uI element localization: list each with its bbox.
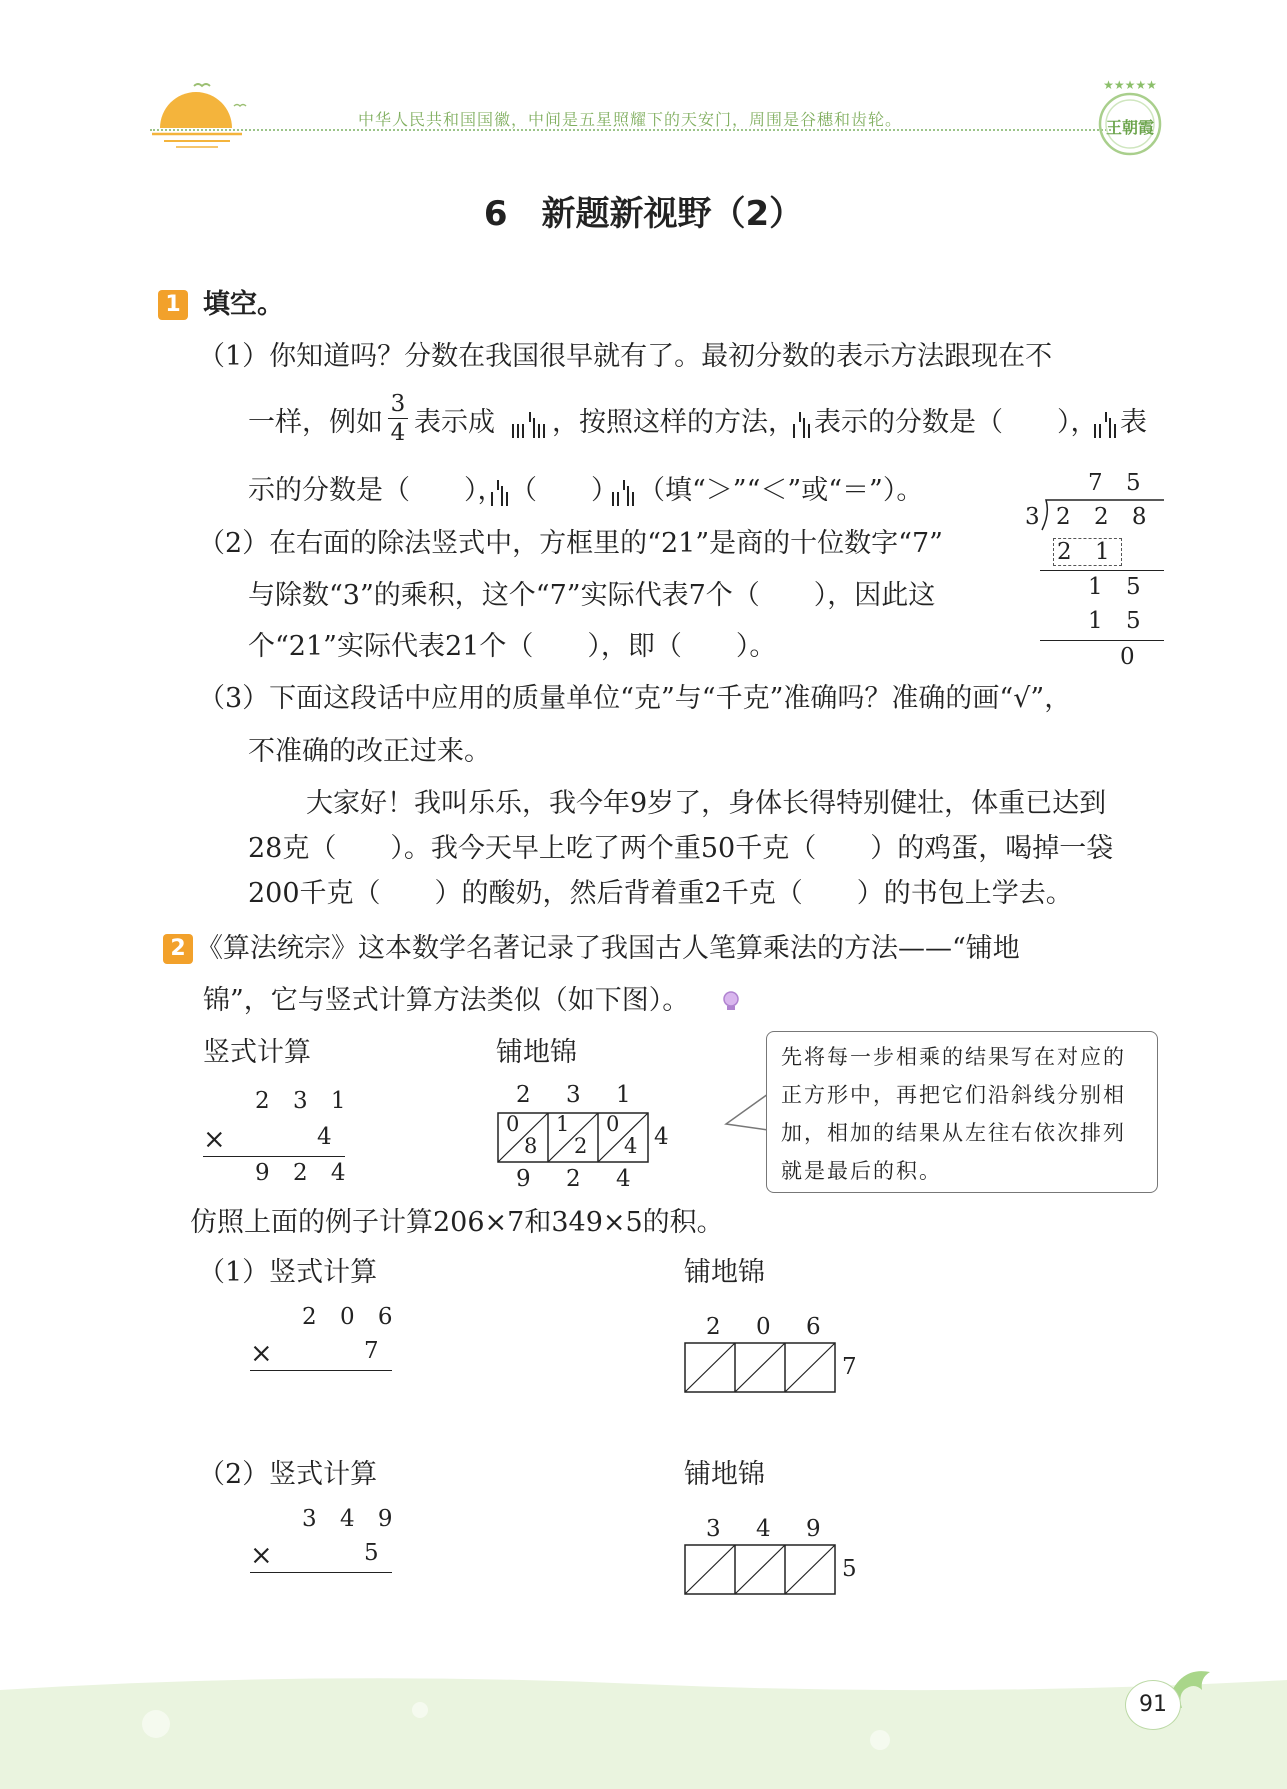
part1-multiplier: 7 [364,1338,379,1364]
grid-cell-tens: 0 [606,1112,620,1136]
grid-top-digit: 9 [806,1516,821,1542]
q1-p1-line3-c: （填“＞”“＜”或“＝”）。 [638,475,924,506]
grid-bottom-digit: 9 [516,1166,531,1192]
footer-grass-band [0,1670,1287,1789]
grid-cell-tens: 0 [506,1112,520,1136]
part1-vertical-calc [250,1304,400,1384]
part1-calc-line [250,1370,392,1371]
q1-heading: 填空。 [203,289,284,320]
grid-side-digit: 7 [842,1354,857,1380]
page-number: 91 [1125,1680,1181,1730]
question-badge-1: 1 [158,290,188,320]
part2-calc-line [250,1572,392,1573]
example-grid-multiplication [494,1082,694,1194]
part1-grid-label: 铺地锦 [684,1257,765,1288]
q1-p1-line1: （1）你知道吗？分数在我国很早就有了。最初分数的表示方法跟现在不 [198,341,1053,372]
fraction-denominator: 4 [390,420,406,446]
q1-p1-line2-c: ，按照这样的方法， [552,407,795,438]
part2-times-sign: × [250,1540,273,1571]
fraction-numerator: 3 [390,391,406,417]
q2-line2: 锦”，它与竖式计算方法类似（如下图）。 [203,985,690,1016]
grid-top-digit: 1 [616,1082,631,1108]
part2-grid-label: 铺地锦 [684,1459,765,1490]
rod-numeral-3-over-4-icon [510,408,550,440]
division-dividend: 2 2 8 [1056,504,1155,530]
grid-top-digit: 0 [756,1314,771,1340]
q1-p1-line2 [248,388,1168,468]
grid-top-digit: 6 [806,1314,821,1340]
q2-line1: 《算法统宗》这本数学名著记录了我国古人笔算乘法的方法——“铺地 [196,933,1020,964]
division-partial-product-boxed: 2 1 [1053,538,1122,566]
part2-grid-multiplication [684,1516,884,1596]
part1-multiplicand: 2 0 6 [302,1304,401,1330]
header-tagline: 中华人民共和国国徽，中间是五星照耀下的天安门，周围是谷穗和齿轮。 [358,110,903,129]
q1-p2-line3: 个“21”实际代表21个（ ），即（ ）。 [248,631,777,662]
example-grid-label: 铺地锦 [496,1037,577,1068]
division-divisor: 3 [1025,504,1040,530]
q1-p1-line2-e: 表 [1120,407,1147,438]
q1-p1-line3-b: （ ） [510,475,618,506]
rod-numeral-2-over-3-icon [1092,408,1118,440]
example-calc-line [203,1156,345,1157]
grid-cell-ones: 2 [574,1134,588,1158]
grid-cell-tens: 1 [556,1112,570,1136]
q1-story-line1: 大家好！我叫乐乐，我今年9岁了，身体长得特别健壮，体重已达到 [306,788,1107,819]
example-multiplier: 4 [317,1124,332,1150]
brand-logo [1090,76,1170,162]
q1-p2-line2: 与除数“3”的乘积，这个“7”实际代表7个（ ），因此这 [248,580,936,611]
grid-cell-ones: 8 [524,1134,538,1158]
hint-callout [766,1031,1158,1193]
grid-bottom-digit: 4 [616,1166,631,1192]
example-result: 9 2 4 [255,1160,354,1186]
q1-p3-line1: （3）下面这段话中应用的质量单位“克”与“千克”准确吗？准确的画“√”， [198,683,1072,714]
part1-grid-multiplication [684,1314,884,1394]
brand-logo-text: 王朝霞 [1105,118,1154,137]
grid-bottom-digit: 2 [566,1166,581,1192]
example-vertical-label: 竖式计算 [203,1037,311,1068]
sun-logo-icon [150,76,250,156]
division-quotient: 7 5 [1088,470,1149,496]
q1-p1-line2-a: 一样，例如 [248,407,383,438]
rod-numeral-1-over-2-icon [488,476,510,508]
question-badge-2: 2 [163,934,193,964]
q1-p2-line1: （2）在右面的除法竖式中，方框里的“21”是商的十位数字“7” [198,528,943,559]
q1-p1-line2-d: 表示的分数是（ ）， [814,407,1098,438]
part1-label: （1）竖式计算 [198,1257,378,1288]
grid-side-digit: 4 [654,1124,669,1150]
svg-text:★★★★★: ★★★★★ [1103,78,1157,92]
q1-story-line3: 200千克（ ）的酸奶，然后背着重2千克（ ）的书包上学去。 [248,878,1073,909]
division-final-remainder: 0 [1120,644,1135,670]
part2-multiplier: 5 [364,1540,379,1566]
hint-callout-text: 先将每一步相乘的结果写在对应的正方形中，再把它们沿斜线分别相加，相加的结果从左往右依次排列就是最后的积。 [781,1045,1126,1183]
q1-p1-line3 [248,474,1008,514]
lightbulb-hint-icon[interactable] [718,988,744,1014]
fraction-three-quarters [388,390,408,447]
part2-vertical-calc [250,1506,400,1586]
grid-top-digit: 4 [756,1516,771,1542]
part2-grid-cells[interactable] [684,1544,839,1596]
division-line [1040,570,1164,571]
q1-p3-line2: 不准确的改正过来。 [248,736,491,767]
part1-times-sign: × [250,1338,273,1369]
q1-story-line2: 28克（ ）。我今天早上吃了两个重50千克（ ）的鸡蛋，喝掉一袋 [248,833,1114,864]
grid-top-digit: 3 [706,1516,721,1542]
grid-top-digit: 3 [566,1082,581,1108]
division-partial-product-2: 1 5 [1088,608,1149,634]
example-vertical-calc [203,1088,353,1188]
q1-p1-line2-b: 表示成 [414,407,495,438]
example-times-sign: × [203,1124,226,1155]
grid-side-digit: 5 [842,1556,857,1582]
example-multiplicand: 2 3 1 [255,1088,354,1114]
grid-cell-ones: 4 [624,1134,638,1158]
long-division [1020,466,1170,676]
q2-instruction: 仿照上面的例子计算206×7和349×5的积。 [190,1207,724,1238]
division-line [1040,640,1164,641]
grid-top-digit: 2 [516,1082,531,1108]
part1-grid-cells[interactable] [684,1342,839,1394]
rod-numeral-2-over-3-icon [610,476,636,508]
part2-label: （2）竖式计算 [198,1459,378,1490]
grid-top-digit: 2 [706,1314,721,1340]
rod-numeral-1-over-2-icon [790,408,812,440]
division-remainder-1: 1 5 [1088,574,1149,600]
page-title: 6 新题新视野（2） [483,194,804,234]
part2-multiplicand: 3 4 9 [302,1506,401,1532]
callout-pointer [724,1090,770,1140]
q1-p1-line3-a: 示的分数是（ ）， [248,475,505,506]
